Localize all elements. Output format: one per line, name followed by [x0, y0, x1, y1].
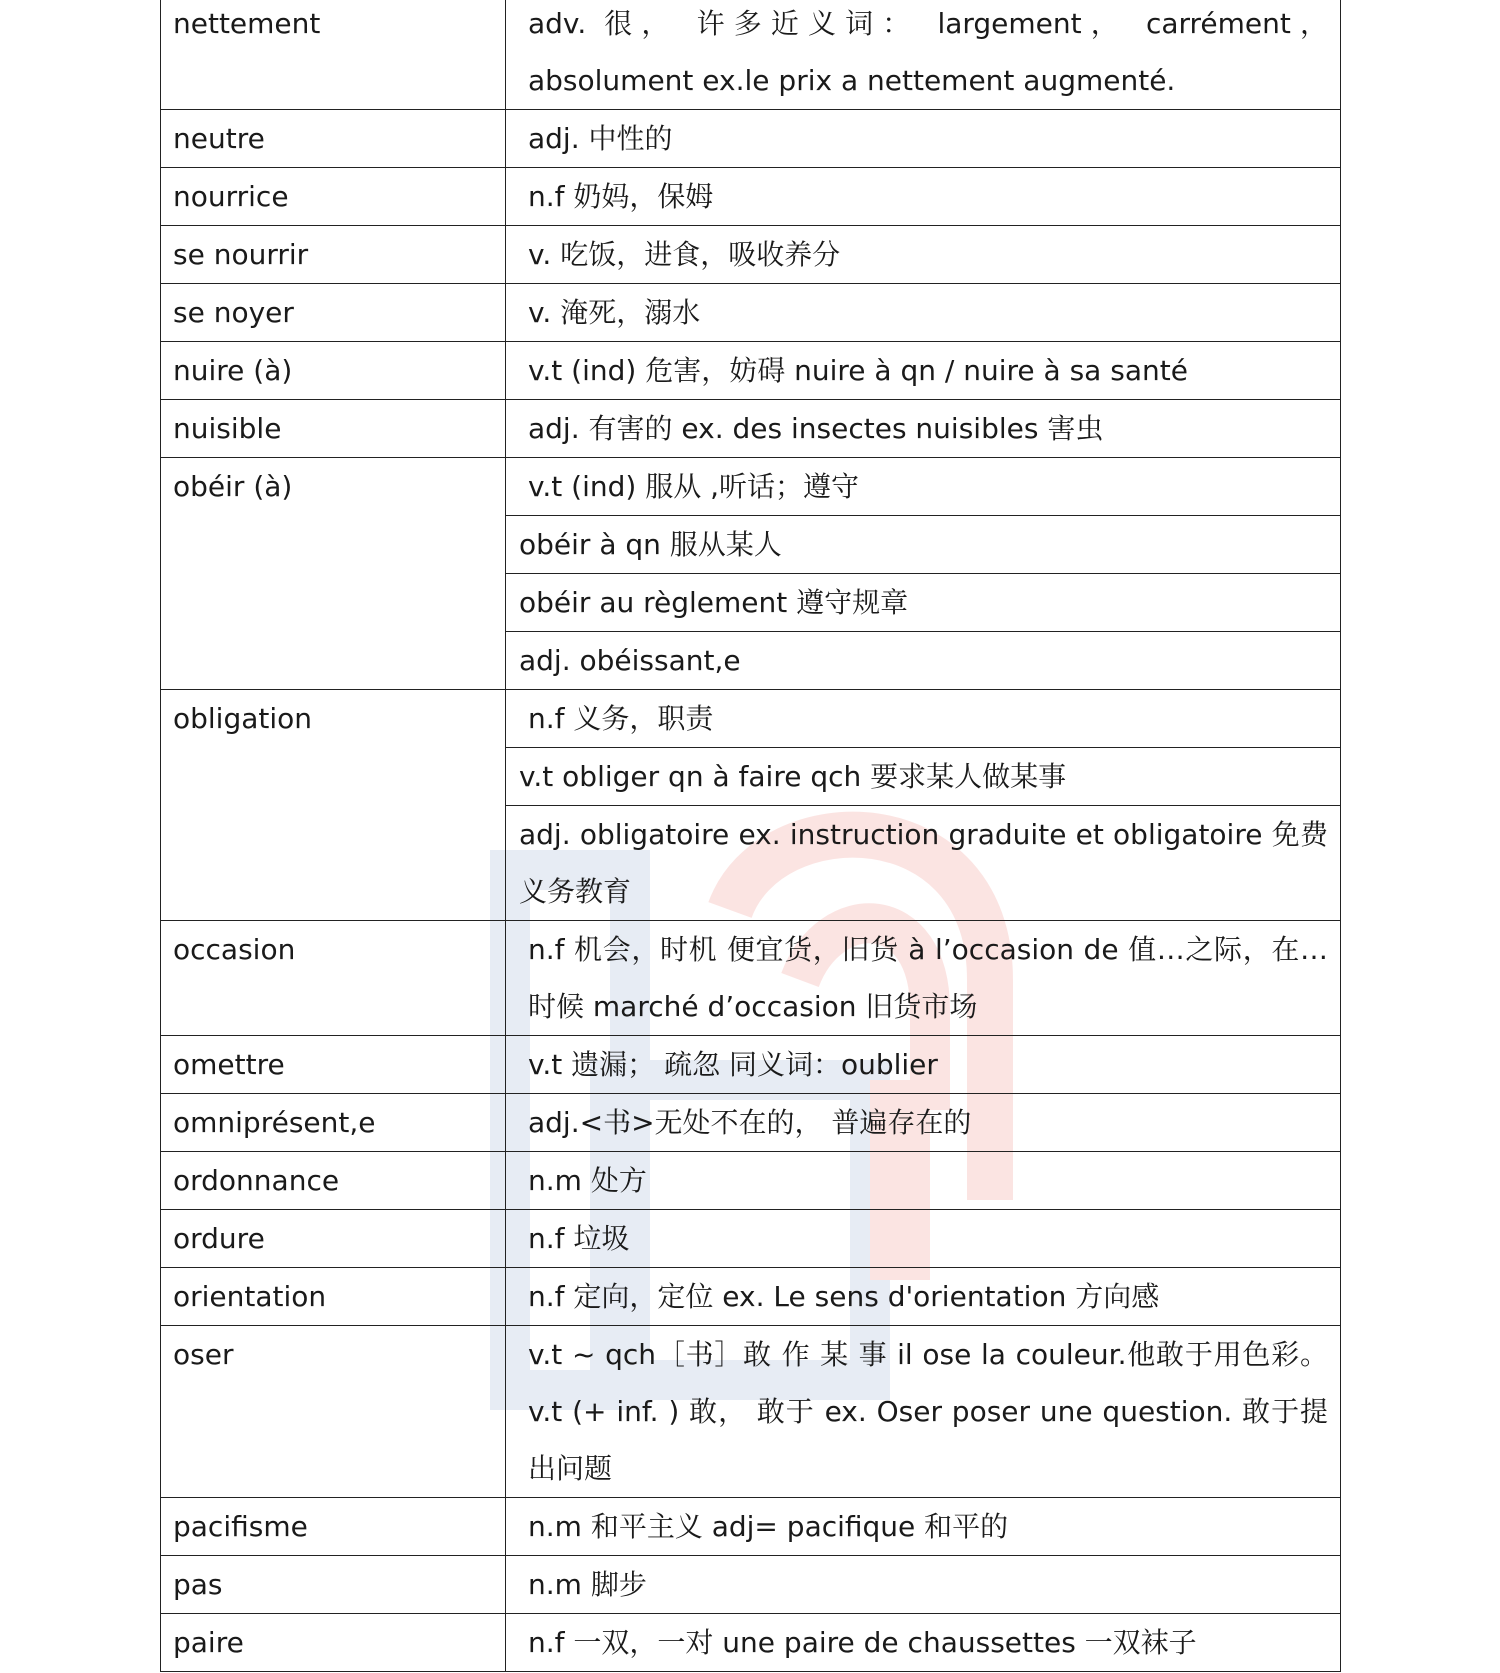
- entry-definition: v.t obliger qn à faire qch 要求某人做某事: [506, 748, 1341, 806]
- entry-definition: v.t (ind) 服从 ,听话；遵守: [506, 458, 1341, 516]
- entry-definition: adj. obligatoire ex. instruction graduite et obligatoire 免费义务教育: [506, 806, 1341, 921]
- entry-term: nuisible: [161, 400, 506, 458]
- entry-row: [161, 1036, 1341, 1094]
- entry-row: [161, 400, 1341, 458]
- entry-row: [161, 1614, 1341, 1672]
- entry-term: se nourrir: [161, 226, 506, 284]
- entry-definition: n.f 奶妈，保姆: [506, 168, 1341, 226]
- entry-row: [161, 110, 1341, 168]
- entry-row: [161, 458, 1341, 516]
- entry-term: nourrice: [161, 168, 506, 226]
- entry-definition: v. 淹死，溺水: [506, 284, 1341, 342]
- entry-definition: n.f 垃圾: [506, 1210, 1341, 1268]
- entry-term: pacifisme: [161, 1498, 506, 1556]
- entry-term: oser: [161, 1326, 506, 1498]
- entry-term: omniprésent,e: [161, 1094, 506, 1152]
- entry-row: [161, 342, 1341, 400]
- entry-row: [161, 1556, 1341, 1614]
- entry-definition: adj. 中性的: [506, 110, 1341, 168]
- entry-term: pas: [161, 1556, 506, 1614]
- entry-definition: n.f 机会，时机 便宜货，旧货 à l’occasion de 值…之际，在…时候 marché d’occasion 旧货市场: [506, 921, 1341, 1036]
- entry-definition: obéir à qn 服从某人: [506, 516, 1341, 574]
- entry-term: occasion: [161, 921, 506, 1036]
- entry-row: [161, 1094, 1341, 1152]
- entry-term: neutre: [161, 110, 506, 168]
- entry-definition: adj.<书>无处不在的， 普遍存在的: [506, 1094, 1341, 1152]
- entry-definition: n.m 脚步: [506, 1556, 1341, 1614]
- entry-row: [161, 226, 1341, 284]
- entry-definition: n.f 定向，定位 ex. Le sens d'orientation 方向感: [506, 1268, 1341, 1326]
- entry-term: orientation: [161, 1268, 506, 1326]
- entry-definition: obéir au règlement 遵守规章: [506, 574, 1341, 632]
- entry-definition: v. 吃饭，进食，吸收养分: [506, 226, 1341, 284]
- entry-definition: v.t ~ qch［书］敢 作 某 事 il ose la couleur.他敢于用色彩。v.t (+ inf. ) 敢， 敢于 ex. Oser poser une question. 敢于提出问题: [506, 1326, 1341, 1498]
- entry-row: [161, 168, 1341, 226]
- entry-row: [161, 690, 1341, 748]
- entry-row: [161, 1210, 1341, 1268]
- entry-row: [161, 1152, 1341, 1210]
- entry-definition: n.m 和平主义 adj= pacifique 和平的: [506, 1498, 1341, 1556]
- entry-row: [161, 1268, 1341, 1326]
- entry-row: [161, 284, 1341, 342]
- entry-term: omettre: [161, 1036, 506, 1094]
- entry-term: ordure: [161, 1210, 506, 1268]
- entry-row: [161, 1326, 1341, 1498]
- entry-term: se noyer: [161, 284, 506, 342]
- entry-definition: adj. 有害的 ex. des insectes nuisibles 害虫: [506, 400, 1341, 458]
- entry-definition: adv. 很， 许多近义词： largement， carrément， absolument ex.le prix a nettement augmenté.: [506, 0, 1341, 110]
- entry-term: obligation: [161, 690, 506, 921]
- entry-definition: v.t 遗漏； 疏忽 同义词：oublier: [506, 1036, 1341, 1094]
- entry-term: paire: [161, 1614, 506, 1672]
- entry-row: [161, 0, 1341, 110]
- entry-term: nettement: [161, 0, 506, 110]
- entry-row: [161, 1498, 1341, 1556]
- entry-term: nuire (à): [161, 342, 506, 400]
- entry-definition: n.m 处方: [506, 1152, 1341, 1210]
- entry-term: obéir (à): [161, 458, 506, 690]
- entry-definition: n.f 义务，职责: [506, 690, 1341, 748]
- entry-definition: n.f 一双，一对 une paire de chaussettes 一双袜子: [506, 1614, 1341, 1672]
- entry-term: ordonnance: [161, 1152, 506, 1210]
- entry-definition: adj. obéissant,e: [506, 632, 1341, 690]
- entry-definition: v.t (ind) 危害，妨碍 nuire à qn / nuire à sa santé: [506, 342, 1341, 400]
- vocabulary-table: [160, 0, 1341, 1672]
- entry-row: [161, 921, 1341, 1036]
